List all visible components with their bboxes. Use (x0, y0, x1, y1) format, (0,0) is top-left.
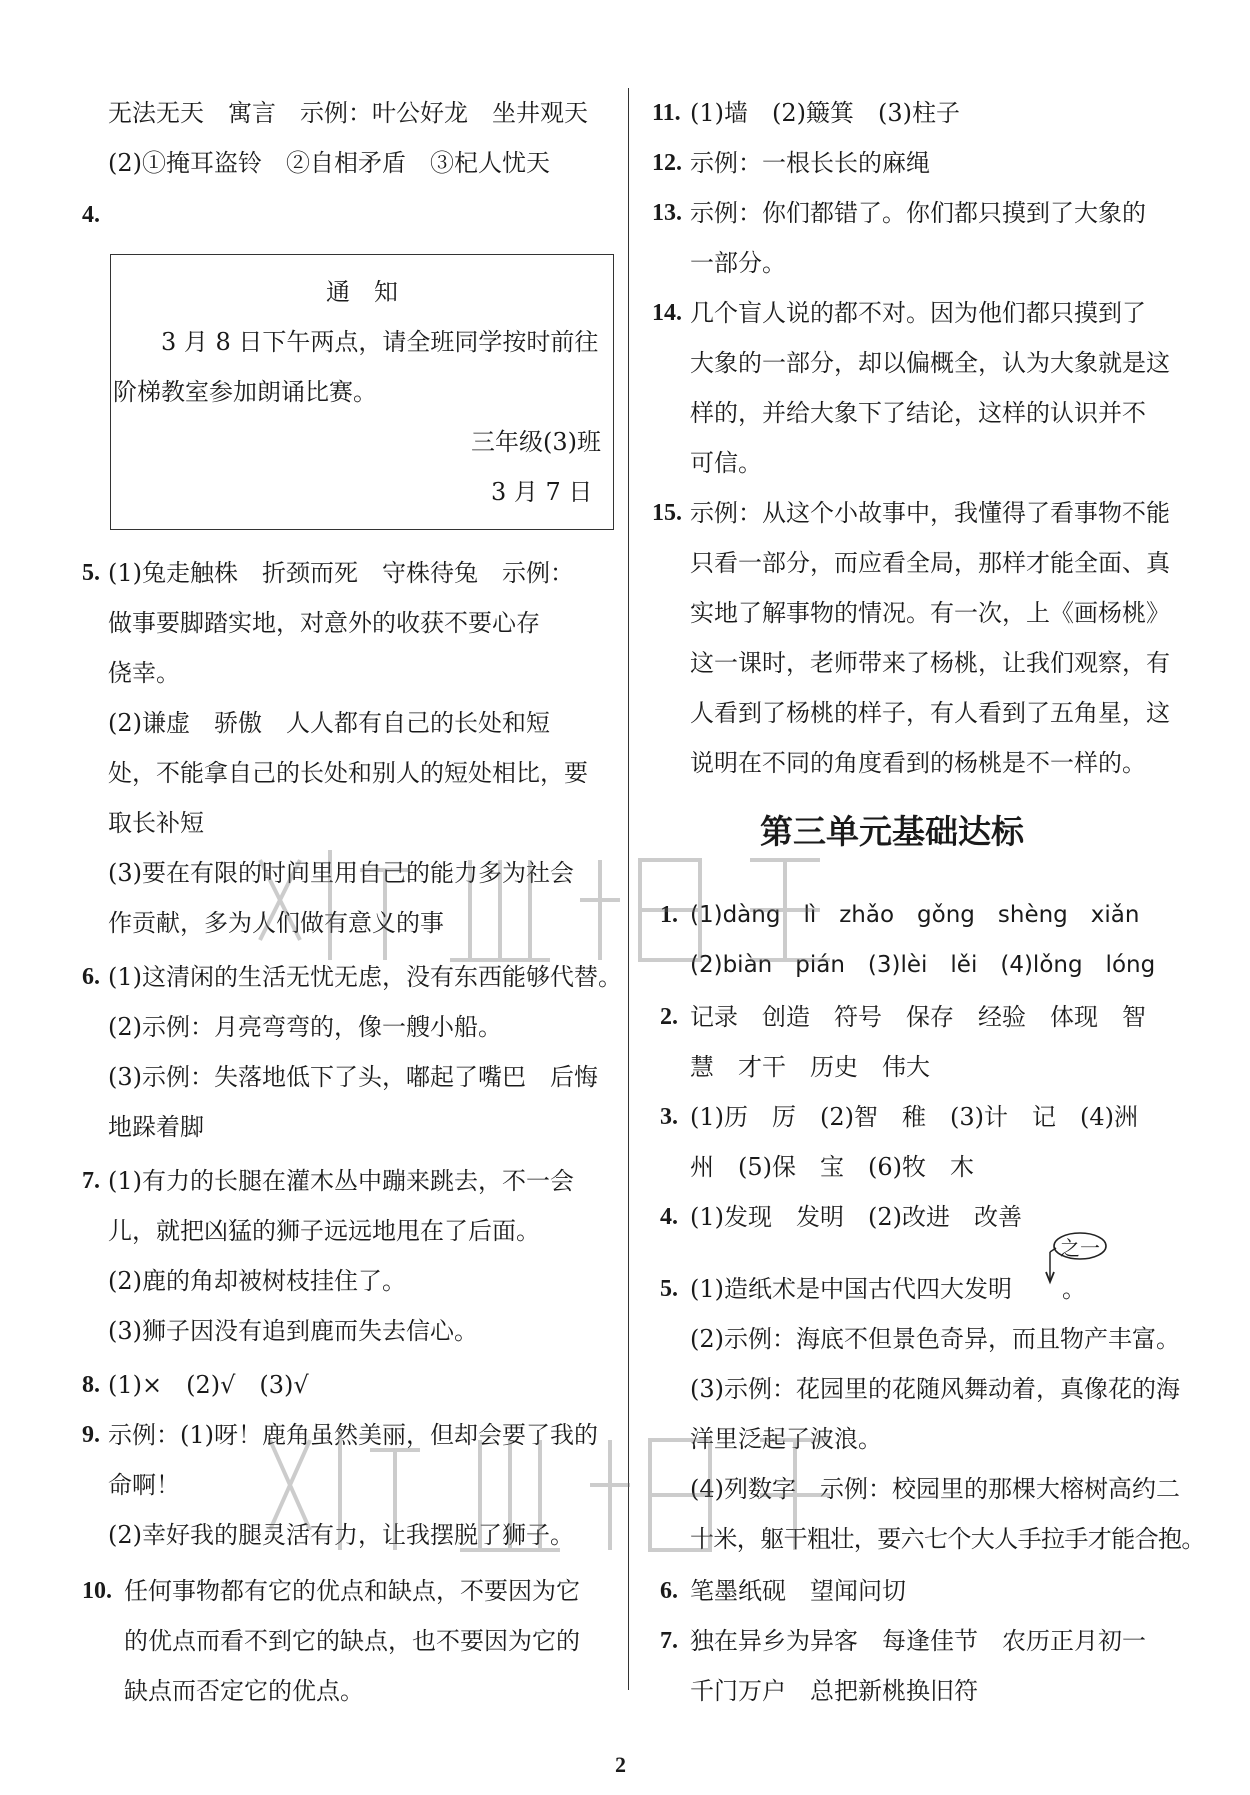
question-number: 4. (660, 1204, 678, 1230)
answer-line: 人看到了杨桃的样子，有人看到了五角星，这 (690, 699, 1170, 727)
answer-line: (1)兔走触株 折颈而死 守株待兔 示例： (108, 559, 574, 587)
answer-line: 任何事物都有它的优点和缺点，不要因为它 (124, 1577, 580, 1605)
answer-line: 笔墨纸砚 望闻问切 (690, 1577, 906, 1605)
answer-line: 命啊！ (108, 1471, 180, 1499)
answer-line: (3)示例：花园里的花随风舞动着，真像花的海 (690, 1375, 1180, 1403)
question-number: 4. (82, 202, 100, 228)
answer-line: 取长补短 (108, 809, 204, 837)
answer-line: (3)要在有限的时间里用自己的能力多为社会 (108, 859, 574, 887)
answer-line: 作贡献，多为人们做有意义的事 (108, 909, 444, 937)
answer-line: 洋里泛起了波浪。 (690, 1425, 882, 1453)
answer-line: (1)有力的长腿在灌木丛中蹦来跳去，不一会 (108, 1167, 574, 1195)
answer-line: (1)历 厉 (2)智 稚 (3)计 记 (4)洲 (690, 1103, 1138, 1131)
question-number: 7. (660, 1628, 678, 1654)
question-number: 6. (82, 964, 100, 990)
inserted-word: 之一 (1060, 1236, 1100, 1260)
answer-line: 样的，并给大象下了结论，这样的认识并不 (690, 399, 1146, 427)
answer-line: 缺点而否定它的优点。 (124, 1677, 364, 1705)
answer-line: 可信。 (690, 449, 762, 477)
answer-line: 独在异乡为异客 每逢佳节 农历正月初一 (690, 1627, 1146, 1655)
answer-line: (1)这清闲的生活无忧无虑，没有东西能够代替。 (108, 963, 622, 991)
answer-line: 慧 才干 历史 伟大 (690, 1053, 930, 1081)
question-number: 8. (82, 1372, 100, 1398)
answer-line: 处，不能拿自己的长处和别人的短处相比，要 (108, 759, 588, 787)
answer-line: (2)幸好我的腿灵活有力，让我摆脱了狮子。 (108, 1521, 574, 1549)
answer-line: 。 (1062, 1275, 1086, 1303)
answer-line: 儿，就把凶猛的狮子远远地甩在了后面。 (108, 1217, 540, 1245)
notice-signer: 三年级(3)班 (471, 428, 601, 456)
question-number: 13. (652, 200, 682, 226)
notice-body: 3 月 8 日下午两点，请全班同学按时前往 (161, 328, 599, 356)
answer-line: (1)发现 发明 (2)改进 改善 (690, 1203, 1022, 1231)
answer-line: 的优点而看不到它的缺点，也不要因为它的 (124, 1627, 580, 1655)
answer-line: 千门万户 总把新桃换旧符 (690, 1677, 978, 1705)
answer-line: 示例：从这个小故事中，我懂得了看事物不能 (690, 499, 1170, 527)
answer-line: 侥幸。 (108, 659, 180, 687)
answer-line: (4)列数字 示例：校园里的那棵大榕树高约二 (690, 1475, 1180, 1503)
question-number: 5. (660, 1276, 678, 1302)
answer-line: 州 (5)保 宝 (6)牧 木 (690, 1153, 974, 1181)
answer-line: (3)示例：失落地低下了头，嘟起了嘴巴 后悔 (108, 1063, 598, 1091)
pinyin-line: (2)biàn pián (3)lèi lěi (4)lǒng lóng (690, 952, 1156, 978)
answer-line: 记录 创造 符号 保存 经验 体现 智 (690, 1003, 1146, 1031)
answer-line: 做事要脚踏实地，对意外的收获不要心存 (108, 609, 540, 637)
answer-line: (2)示例：月亮弯弯的，像一艘小船。 (108, 1013, 502, 1041)
answer-line: 示例：(1)呀！鹿角虽然美丽，但却会要了我的 (108, 1421, 598, 1449)
question-number: 11. (652, 100, 681, 126)
answer-line: (1)造纸术是中国古代四大发明 (690, 1275, 1012, 1303)
pinyin-line: (1)dàng lì zhǎo gǒng shèng xiǎn (690, 902, 1140, 928)
answer-line: 大象的一部分，却以偏概全，认为大象就是这 (690, 349, 1170, 377)
answer-line: (2)示例：海底不但景色奇异，而且物产丰富。 (690, 1325, 1180, 1353)
answer-line: 十米，躯干粗壮，要六七个大人手拉手才能合抱。 (690, 1525, 1205, 1553)
notice-date: 3 月 7 日 (491, 478, 593, 506)
answer-line: (3)狮子因没有追到鹿而失去信心。 (108, 1317, 478, 1345)
question-number: 12. (652, 150, 682, 176)
answer-line: 这一课时，老师带来了杨桃，让我们观察，有 (690, 649, 1170, 677)
question-number: 14. (652, 300, 682, 326)
answer-line: (2)①掩耳盗铃 ②自相矛盾 ③杞人忧天 (108, 149, 550, 177)
question-number: 15. (652, 500, 682, 526)
question-number: 10. (82, 1578, 112, 1604)
answer-line: 无法无天 寓言 示例：叶公好龙 坐井观天 (108, 99, 588, 127)
answer-line: (2)谦虚 骄傲 人人都有自己的长处和短 (108, 709, 550, 737)
question-number: 9. (82, 1422, 100, 1448)
answer-line: 实地了解事物的情况。有一次，上《画杨桃》 (690, 599, 1170, 627)
notice-box (110, 254, 614, 530)
answer-line: 说明在不同的角度看到的杨桃是不一样的。 (690, 749, 1146, 777)
section-title: 第三单元基础达标 (760, 812, 1024, 851)
answer-line: 示例：你们都错了。你们都只摸到了大象的 (690, 199, 1146, 227)
question-number: 2. (660, 1004, 678, 1030)
answer-line: 几个盲人说的都不对。因为他们都只摸到了 (690, 299, 1146, 327)
watermark (250, 1400, 850, 1570)
question-number: 5. (82, 560, 100, 586)
answer-line: 一部分。 (690, 249, 786, 277)
question-number: 7. (82, 1168, 100, 1194)
notice-title: 通 知 (326, 278, 398, 306)
question-number: 1. (660, 902, 678, 928)
notice-body: 阶梯教室参加朗诵比赛。 (113, 378, 377, 406)
answer-line: 地跺着脚 (108, 1113, 204, 1141)
page-number: 2 (615, 1752, 626, 1777)
answer-line: 只看一部分，而应看全局，那样才能全面、真 (690, 549, 1170, 577)
answer-line: (1)× (2)√ (3)√ (108, 1371, 309, 1399)
question-number: 3. (660, 1104, 678, 1130)
answer-line: (1)墙 (2)簸箕 (3)柱子 (690, 99, 960, 127)
question-number: 6. (660, 1578, 678, 1604)
answer-line: 示例：一根长长的麻绳 (690, 149, 930, 177)
answer-line: (2)鹿的角却被树枝挂住了。 (108, 1267, 406, 1295)
watermark (240, 820, 860, 980)
